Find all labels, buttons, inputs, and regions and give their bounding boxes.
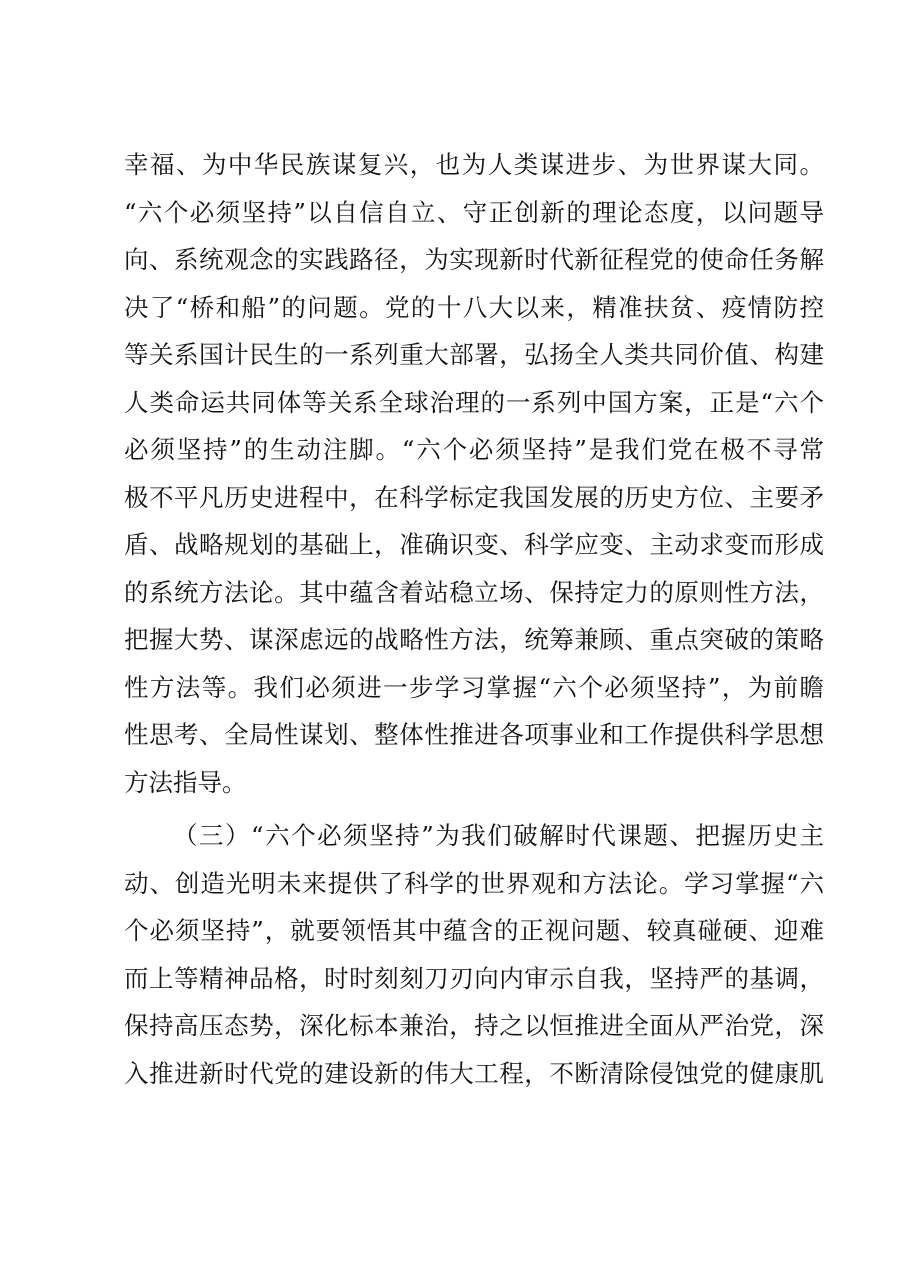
text-line: 等关系国计民生的一系列重大部署，弘扬全人类共同价值、构建 bbox=[124, 340, 824, 369]
text-line: 极不平凡历史进程中，在科学标定我国发展的历史方位、主要矛 bbox=[124, 482, 824, 512]
paragraph-2 bbox=[124, 812, 824, 1097]
text-line: （三）“六个必须坚持”为我们破解时代课题、把握历史主 bbox=[173, 821, 824, 850]
text-line: 性思考、全局性谋划、整体性推进各项事业和工作提供科学思想 bbox=[124, 720, 824, 749]
text-line: 把握大势、谋深虑远的战略性方法，统筹兼顾、重点突破的策略 bbox=[124, 625, 824, 654]
text-line: 性方法等。我们必须进一步学习掌握“六个必须坚持”，为前瞻 bbox=[124, 672, 824, 702]
paragraph-1 bbox=[124, 141, 824, 806]
text-line: 保持高压态势，深化标本兼治，持之以恒推进全面从严治党，深 bbox=[124, 1011, 824, 1040]
text-line: 决了“桥和船”的问题。党的十八大以来，精准扶贫、疫情防控 bbox=[124, 292, 824, 322]
text-line: 幸福、为中华民族谋复兴，也为人类谋进步、为世界谋大同。 bbox=[124, 150, 824, 179]
text-line: 入推进新时代党的建设新的伟大工程，不断清除侵蚀党的健康肌 bbox=[124, 1058, 824, 1088]
text-line: 的系统方法论。其中蕴含着站稳立场、保持定力的原则性方法， bbox=[124, 577, 824, 607]
text-line: 而上等精神品格，时时刻刻刀刃向内审示自我，坚持严的基调， bbox=[124, 963, 824, 993]
text-line: 盾、战略规划的基础上，准确识变、科学应变、主动求变而形成 bbox=[124, 530, 824, 559]
text-line: 向、系统观念的实践路径，为实现新时代新征程党的使命任务解 bbox=[124, 245, 824, 274]
text-line: 必须坚持”的生动注脚。“六个必须坚持”是我们党在极不寻常 bbox=[124, 435, 824, 464]
text-line: 方法指导。 bbox=[124, 767, 247, 797]
text-line: “六个必须坚持”以自信自立、守正创新的理论态度，以问题导 bbox=[124, 197, 824, 227]
text-line: 动、创造光明未来提供了科学的世界观和方法论。学习掌握“六 bbox=[124, 868, 824, 898]
text-line: 人类命运共同体等关系全球治理的一系列中国方案，正是“六个 bbox=[124, 387, 824, 417]
body-text bbox=[124, 141, 824, 1097]
text-line: 个必须坚持”，就要领悟其中蕴含的正视问题、较真碰硬、迎难 bbox=[124, 916, 824, 945]
